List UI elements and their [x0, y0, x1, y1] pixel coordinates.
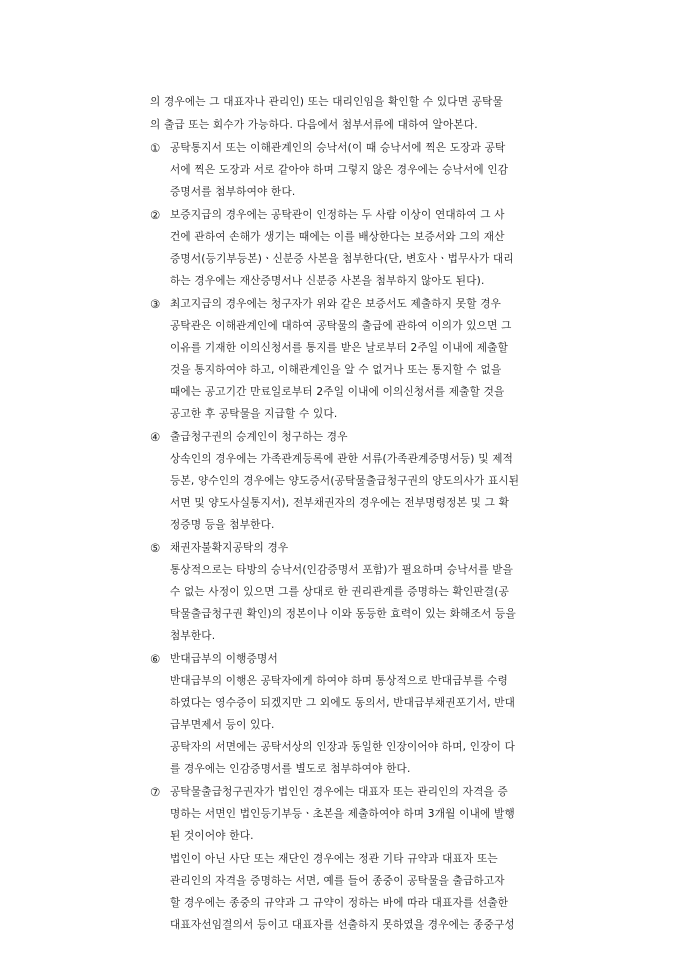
- item-line: 상속인의 경우에는 가족관계등록에 관한 서류(가족관계증명서등) 및 제적: [170, 453, 514, 465]
- item-line: 명하는 서면인 법인등기부등ㆍ초본을 제출하여야 하며 3개월 이내에 발행: [170, 808, 515, 820]
- item-line: 것을 통지하여야 하고, 이해관계인을 알 수 없거나 또는 통지할 수 없을: [170, 364, 502, 376]
- item-line: 탁물출급청구권 확인)의 정본이나 이와 동등한 효력이 있는 화해조서 등을: [170, 608, 516, 620]
- item-line: 최고지급의 경우에는 청구자가 위와 같은 보증서도 제출하지 못할 경우: [170, 298, 502, 310]
- item-line: 수 없는 사정이 있으면 그를 상대로 한 권리관계를 증명하는 확인판결(공: [170, 586, 510, 598]
- item-heading: 반대급부의 이행증명서: [170, 653, 278, 665]
- item-line: 대표자선임결의서 등이고 대표자를 선출하지 못하였을 경우에는 종중구성: [170, 919, 515, 931]
- item-heading: 출급청구권의 승계인이 청구하는 경우: [170, 431, 348, 443]
- item-line: 법인이 아닌 사단 또는 재단인 경우에는 정관 기타 규약과 대표자 또는: [170, 853, 498, 865]
- item-line: 서에 찍은 도장과 서로 같아야 하며 그렇지 않은 경우에는 승낙서에 인감: [170, 164, 509, 176]
- item-line: 통상적으로는 타방의 승낙서(인감증명서 포함)가 필요하며 승낙서를 받을: [170, 564, 514, 576]
- item-line: 증명서(등기부등본)ㆍ신분증 사본을 첨부한다(단, 변호사ㆍ법무사가 대리: [170, 253, 514, 265]
- item-line: 때에는 공고기간 만료일로부터 2주일 이내에 이의신청서를 제출할 것을: [170, 386, 505, 398]
- item-line: 하는 경우에는 재산증명서나 신분증 사본을 첨부하지 않아도 된다).: [170, 275, 485, 287]
- item-line: 등본, 양수인의 경우에는 양도증서(공탁물출급청구권의 양도의사가 표시된: [170, 475, 520, 487]
- item-line: 공탁물출급청구권자가 법인인 경우에는 대표자 또는 관리인의 자격을 증: [170, 786, 508, 798]
- item-marker: ②: [150, 208, 161, 222]
- item-line: 증명서를 첨부하여야 한다.: [170, 186, 296, 198]
- item-line: 공탁관은 이해관계인에 대하여 공탁물의 출급에 관하여 이의가 있으면 그: [170, 320, 512, 332]
- item-line: 공탁자의 서면에는 공탁서상의 인장과 동일한 인장이어야 하며, 인장이 다: [170, 741, 516, 753]
- item-line: 보증지급의 경우에는 공탁관이 인정하는 두 사람 이상이 연대하여 그 사: [170, 209, 505, 221]
- item-line: 공탁통지서 또는 이해관계인의 승낙서(이 때 승낙서에 찍은 도장과 공탁: [170, 142, 506, 154]
- item-marker: ③: [150, 297, 161, 311]
- item-line: 를 경우에는 인감증명서를 별도로 첨부하여야 한다.: [170, 763, 411, 775]
- item-marker: ①: [150, 141, 161, 155]
- intro-line: 의 경우에는 그 대표자나 관리인) 또는 대리인임을 확인할 수 있다면 공탁물: [150, 96, 504, 108]
- item-line: 할 경우에는 종중의 규약과 그 규약이 정하는 바에 따라 대표자를 선출한: [170, 897, 509, 909]
- item-marker: ⑥: [150, 652, 161, 666]
- item-line: 공고한 후 공탁물을 지급할 수 있다.: [170, 408, 338, 420]
- item-marker: ⑦: [150, 785, 161, 799]
- item-line: 건에 관하여 손해가 생기는 때에는 이를 배상한다는 보증서와 그의 재산: [170, 231, 505, 243]
- item-line: 하였다는 영수증이 되겠지만 그 외에도 동의서, 반대급부채권포기서, 반대: [170, 697, 516, 709]
- intro-line: 의 출급 또는 회수가 가능하다. 다음에서 첨부서류에 대하여 알아본다.: [150, 119, 478, 131]
- item-line: 관리인의 자격을 증명하는 서면, 예를 들어 종중이 공탁물을 출급하고자: [170, 875, 505, 887]
- item-heading: 채권자불확지공탁의 경우: [170, 542, 289, 554]
- item-line: 반대급부의 이행은 공탁자에게 하여야 하며 통상적으로 반대급부를 수령: [170, 675, 508, 687]
- item-line: 첨부한다.: [170, 630, 216, 642]
- item-marker: ⑤: [150, 541, 161, 555]
- item-line: 급부면제서 등이 있다.: [170, 719, 275, 731]
- item-line: 서면 및 양도사실통지서), 전부채권자의 경우에는 전부명령정본 및 그 확: [170, 497, 510, 509]
- item-line: 이유를 기재한 이의신청서를 통지를 받은 날로부터 2주일 이내에 제출할: [170, 342, 509, 354]
- item-line: 된 것이어야 한다.: [170, 830, 254, 842]
- item-marker: ④: [150, 430, 161, 444]
- item-line: 정증명 등을 첨부한다.: [170, 519, 275, 531]
